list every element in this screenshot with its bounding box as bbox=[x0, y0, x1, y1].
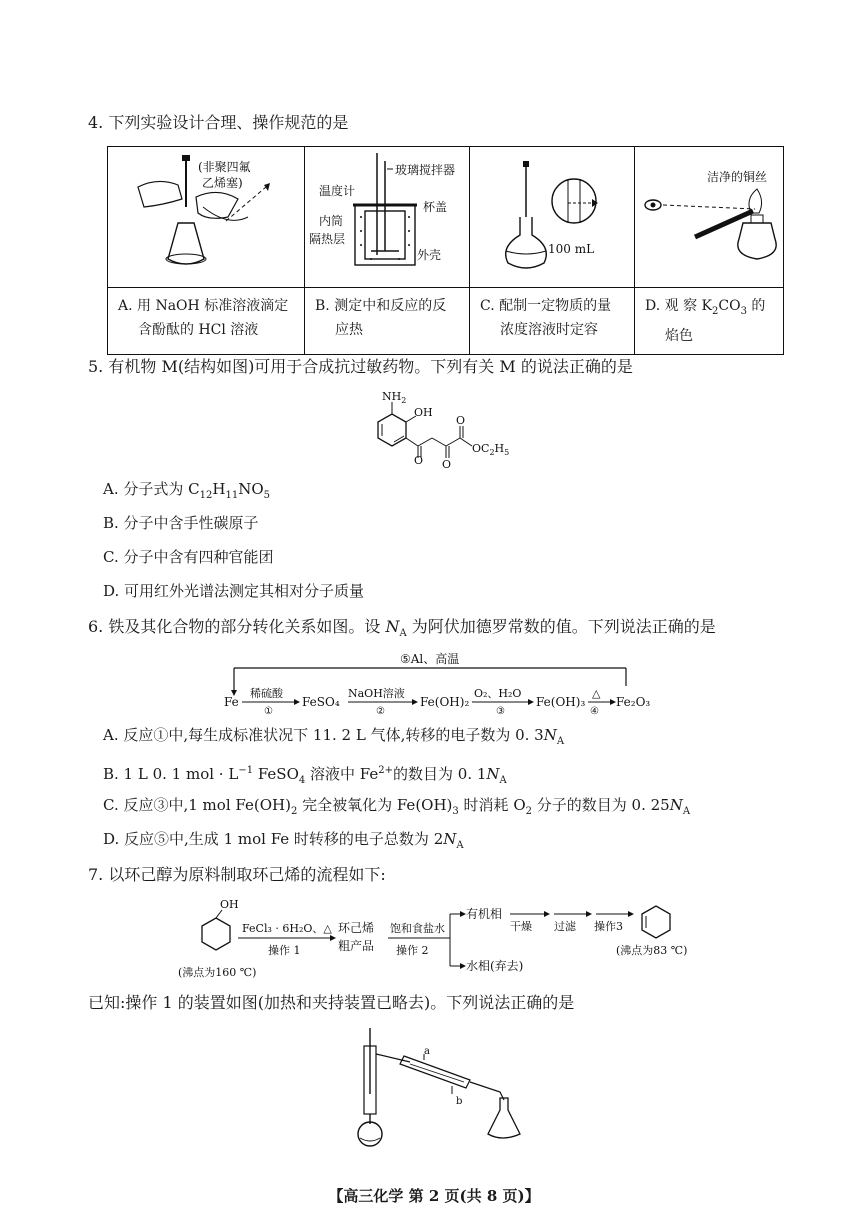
scheme-r1: 稀硫酸 bbox=[250, 687, 283, 700]
q5-option-a: A. 分子式为 $C_{12}H_{11}NO_5$ bbox=[103, 480, 270, 501]
q6-option-c: C. 反应③中,1 mol $Fe(OH)_2$ 完全被氧化为 $Fe(OH)_3$ 时消耗 $O_2$ 分子的数目为 0. $25N_A$ bbox=[103, 796, 691, 817]
scheme-feso4: FeSO₄ bbox=[302, 695, 340, 709]
q5-option-c: C. 分子中含有四种官能团 bbox=[103, 548, 274, 566]
scheme-n4: ④ bbox=[590, 706, 599, 716]
label-lid: 杯盖 bbox=[423, 200, 448, 214]
cyclohexene-flowchart bbox=[170, 896, 730, 988]
flow-organic: 有机相 bbox=[466, 907, 503, 921]
scheme-fe: Fe bbox=[224, 695, 239, 709]
question-5-stem: 5. 有机物 M(结构如图)可用于合成抗过敏药物。下列有关 M 的说法正确的是 bbox=[88, 357, 633, 376]
q4-option-c-line1: C. 配制一定物质的量 bbox=[480, 298, 612, 314]
molecule-m-structure bbox=[360, 386, 530, 472]
flow-op3: 操作3 bbox=[594, 920, 623, 933]
flow-op2: 操作 2 bbox=[396, 944, 429, 957]
svg-text:O: O bbox=[456, 414, 466, 427]
flow-bp2: (沸点为83 ℃) bbox=[616, 944, 688, 957]
q6-option-a: A. 反应①中,每生成标准状况下 11. 2 L 气体,转移的电子数为 0. $3N_A$ bbox=[103, 726, 565, 747]
q4-option-b-line2: 应热 bbox=[335, 322, 363, 338]
q4-option-d-line1: D. 观 察 $K_2CO_3$ 的 bbox=[645, 298, 766, 317]
scheme-fe2o3: Fe₂O₃ bbox=[616, 695, 651, 709]
svg-text:O: O bbox=[414, 454, 424, 467]
label-shell: 外壳 bbox=[417, 248, 442, 262]
calorimeter-illustration bbox=[305, 147, 469, 283]
distillation-apparatus bbox=[340, 1024, 540, 1148]
titration-illustration bbox=[108, 147, 304, 283]
scheme-r4: △ bbox=[592, 687, 601, 700]
scheme-feoh2: Fe(OH)₂ bbox=[420, 695, 470, 709]
flow-dry: 干燥 bbox=[510, 920, 532, 933]
volumetric-flask-illustration bbox=[470, 147, 634, 283]
flow-bp1: (沸点为160 ℃) bbox=[178, 966, 257, 979]
q4-option-a-line2: 含酚酞的 HCl 溶液 bbox=[138, 322, 259, 338]
apparatus-label-b: b bbox=[456, 1096, 463, 1107]
svg-text:O: O bbox=[442, 458, 452, 471]
label-copper-wire: 洁净的铜丝 bbox=[707, 170, 768, 184]
q4-image-b bbox=[305, 147, 470, 288]
oh-group-label: OH bbox=[414, 406, 433, 419]
question-6-stem: 6. 铁及其化合物的部分转化关系如图。设 $N_A$ 为阿伏加德罗常数的值。下列说法正确的是 bbox=[88, 617, 716, 640]
q4-option-c bbox=[470, 288, 635, 355]
q4-option-d-line2: 焰色 bbox=[665, 327, 693, 344]
flame-test-illustration bbox=[635, 147, 783, 283]
q4-image-d bbox=[635, 147, 784, 288]
scheme-n3: ③ bbox=[496, 706, 505, 716]
q4-option-a-line1: A. 用 NaOH 标准溶液滴定 bbox=[118, 298, 289, 314]
q5-option-b: B. 分子中含手性碳原子 bbox=[103, 514, 259, 532]
label-teflon: (非聚四氟 bbox=[198, 160, 251, 174]
label-thermometer: 温度计 bbox=[319, 184, 356, 198]
flow-crude-1: 环己烯 bbox=[338, 921, 375, 935]
scheme-step5-label: ⑤Al、高温 bbox=[400, 652, 460, 666]
q4-image-a bbox=[108, 147, 305, 288]
flow-brine: 饱和食盐水 bbox=[390, 922, 445, 935]
flow-oh: OH bbox=[220, 898, 239, 911]
label-flask-volume: 100 mL bbox=[548, 242, 595, 256]
flow-filter: 过滤 bbox=[554, 920, 576, 933]
label-stirrer: 玻璃搅拌器 bbox=[395, 163, 456, 177]
svg-text:NH2: $NH_2$ bbox=[382, 390, 407, 405]
flow-aqueous: 水相(弃去) bbox=[466, 959, 524, 973]
scheme-n2: ② bbox=[376, 706, 385, 716]
question-7-stem: 7. 以环己醇为原料制取环己烯的流程如下: bbox=[88, 865, 386, 884]
q6-option-b: B. 1 L 0. 1 mol · $L^{-1}$ FeSO$_4$ 溶液中 $Fe^{2+}$的数目为 0. $1N_A$ bbox=[103, 765, 507, 786]
q5-option-d: D. 可用红外光谱法测定其相对分子质量 bbox=[103, 582, 365, 600]
question-7-known: 已知:操作 1 的装置如图(加热和夹持装置已略去)。下列说法正确的是 bbox=[88, 993, 575, 1012]
flow-crude-2: 粗产品 bbox=[338, 939, 375, 953]
scheme-feoh3: Fe(OH)₃ bbox=[536, 695, 586, 709]
flow-reagent: FeCl₃ · 6H₂O、△ bbox=[242, 922, 332, 935]
page-footer: 【高三化学 第 2 页(共 8 页)】 bbox=[328, 1187, 540, 1205]
q4-option-b-line1: B. 测定中和反应的反 bbox=[315, 298, 447, 314]
q4-experiment-table bbox=[107, 146, 784, 355]
q4-option-a bbox=[108, 288, 305, 355]
scheme-n1: ① bbox=[264, 706, 273, 716]
label-inner: 内筒 bbox=[319, 214, 344, 228]
flow-op1: 操作 1 bbox=[268, 944, 301, 957]
q4-image-c bbox=[470, 147, 635, 288]
apparatus-label-a: a bbox=[424, 1046, 430, 1057]
ester-group-label: $OC_2H_5$ bbox=[472, 442, 510, 457]
q4-option-b bbox=[305, 288, 470, 355]
q4-option-c-line2: 浓度溶液时定容 bbox=[500, 322, 598, 338]
question-4-stem: 4. 下列实验设计合理、操作规范的是 bbox=[88, 113, 349, 132]
scheme-r2: NaOH溶液 bbox=[348, 687, 405, 700]
label-insulation: 隔热层 bbox=[309, 232, 346, 246]
scheme-r3: O₂、H₂O bbox=[474, 687, 522, 700]
label-teflon-2: 乙烯塞) bbox=[202, 176, 243, 190]
q6-option-d: D. 反应⑤中,生成 1 mol Fe 时转移的电子总数为 $2N_A$ bbox=[103, 830, 464, 851]
iron-conversion-scheme bbox=[220, 650, 660, 716]
q4-option-d bbox=[635, 288, 784, 355]
